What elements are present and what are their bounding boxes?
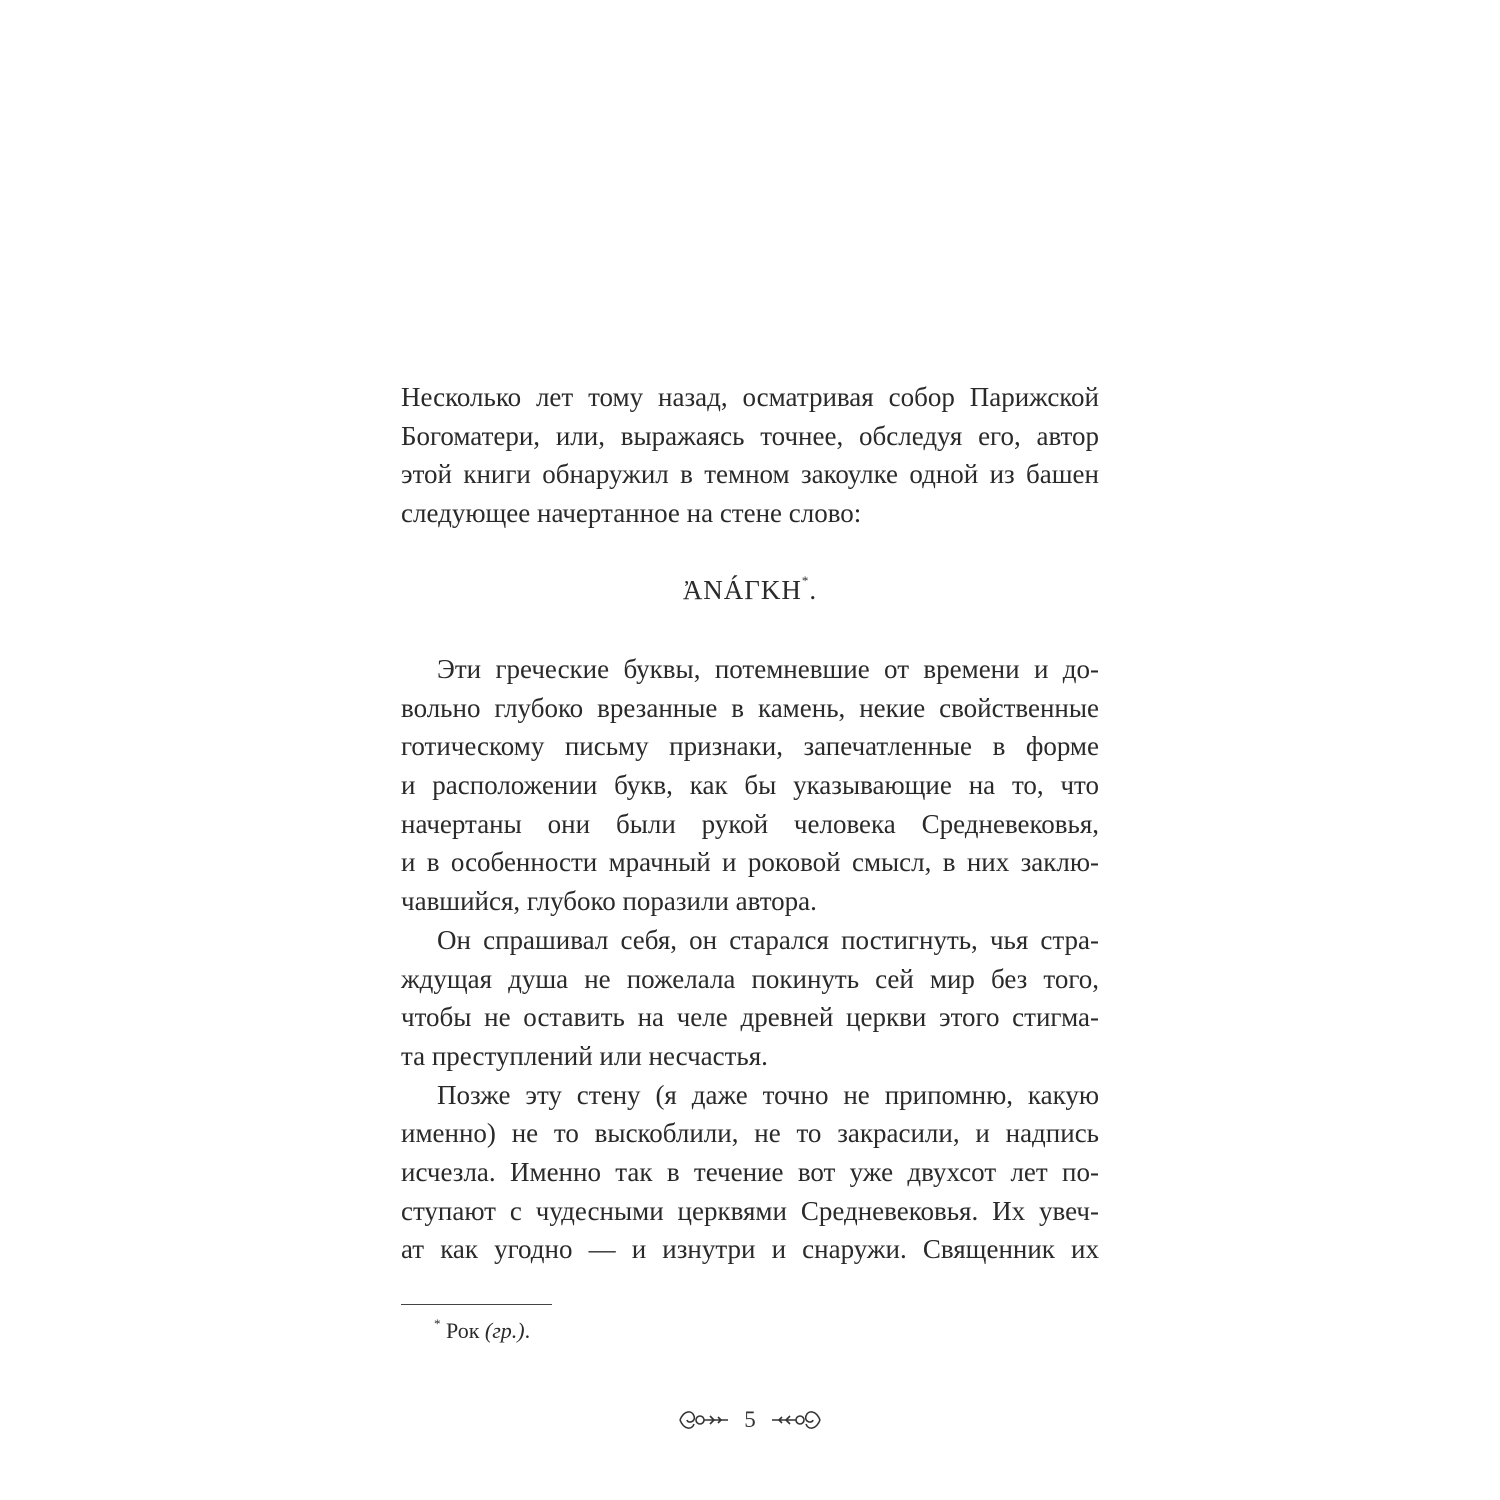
greek-word: ἈΝÁΓΚΗ [682,575,802,605]
intro-line-4: следующее начертанное на стене слово: [401,498,862,529]
greek-inscription [401,575,1099,606]
body-line: именно) не то выскоблили, не то закрасили, и надпись [401,1118,1099,1149]
footnote-language: (гр.) [484,1318,525,1343]
body-line: ступают с чудесными церквями Средневековья. Их увеч- [401,1195,1099,1226]
page-footer [0,1400,1500,1440]
intro-line-3: этой книги обнаружил в темном закоулке одной из башен [401,459,1099,490]
footnote-text: Рок [446,1318,480,1343]
intro-line-2: Богоматери, или, выражаясь точнее, обследуя его, автор [401,420,1099,451]
footnote [434,1318,530,1344]
intro-line-1: Несколько лет тому назад, осматривая собор Парижской [401,382,1099,412]
body-line: чтобы не оставить на челе древней церкви этого стигма- [401,1002,1099,1033]
footnote-divider [401,1304,552,1305]
body-line: ат как угодно — и изнутри и снаружи. Священник их [401,1234,1099,1265]
body-line: Он спрашивал себя, он старался постигнуть, чья стра- [437,924,1099,955]
flourish-left-icon [678,1408,730,1432]
body-line: чавшийся, глубоко поразили автора. [401,886,817,917]
footnote-marker: * [434,1316,441,1331]
body-line: Позже эту стену (я даже точно не припомню, какую [437,1079,1099,1110]
intro-paragraph [401,378,1099,533]
body-line: и в особенности мрачный и роковой смысл, в них заклю- [401,847,1099,878]
body-line: та преступлений или несчастья. [401,1040,768,1071]
footnote-period: . [524,1318,531,1343]
body-line: вольно глубоко врезанные в камень, некие свойственные [401,692,1099,723]
body-line: Эти греческие буквы, потемневшие от времени и до- [437,654,1099,684]
flourish-right-icon [770,1408,822,1432]
footnote-marker: * [801,573,810,588]
body-line: начертаны они были рукой человека Средневековья, [401,808,1099,839]
body-line: и расположении букв, как бы указывающие на то, что [401,770,1099,801]
page-number: 5 [744,1407,756,1432]
body-line: готическому письму признаки, запечатленные в форме [401,731,1099,762]
body-line: ждущая душа не пожелала покинуть сей мир без того, [401,963,1099,994]
body-line: исчезла. Именно так в течение вот уже двухсот лет по- [401,1156,1099,1187]
body-paragraphs [401,650,1099,1269]
epigraph-period: . [809,575,818,605]
